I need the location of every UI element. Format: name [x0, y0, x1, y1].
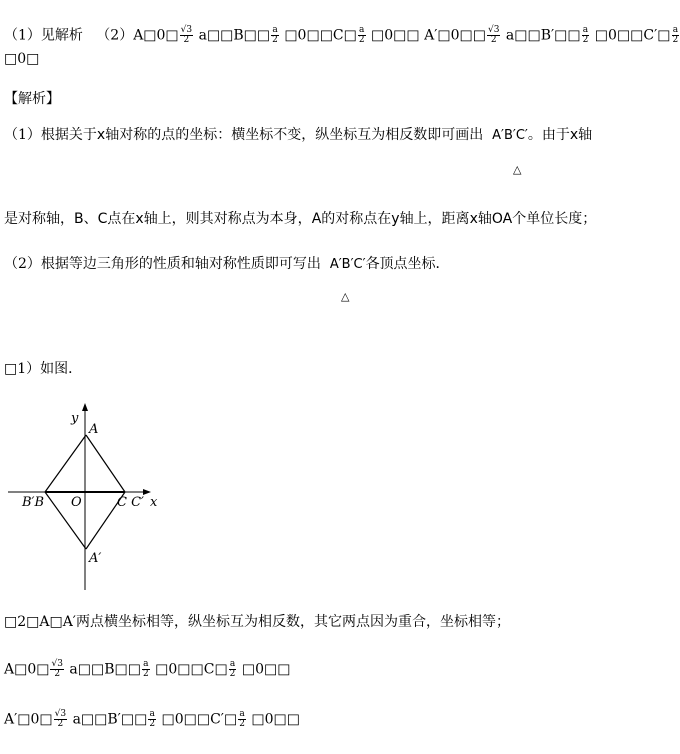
y-axis-arrow: [82, 403, 88, 411]
solution-step-2: □2□A□A′两点横坐标相等，纵坐标互为相反数，其它两点因为重合，坐标相等；: [4, 614, 510, 630]
coordinates-abc: A□0□ $\frac{√3}{2}$ a□□B□□ $\frac{a}{2}$ □0□□C□ $\frac{a}{2}$ □0□□: [4, 659, 291, 679]
analysis-para-2: （2）根据等边三角形的性质和轴对称性质即可写出 A′B′C′各顶点坐标．: [4, 256, 450, 272]
fraction-a-over-2: $\frac{a}{2}$: [358, 25, 365, 45]
analysis-para-1: （1）根据关于x轴对称的点的坐标：横坐标不变，纵坐标互为相反数即可画出 A′B′C′。由于x轴: [4, 127, 593, 143]
answer-line-1: （1）见解析 （2）A□0□ $\frac{√3}{2}$ a□□B□□ $\frac{a}{2}$ □0□□C□ $\frac{a}{2}$ □0□□ A′□0□□ $\frac{√3}{2}$ a□□B′□□ $\frac{a}{2}$ □0□□C′□ $\frac{a}{2}$: [4, 25, 679, 45]
coordinate-figure: [0, 400, 180, 600]
analysis-heading: 【解析】: [4, 91, 60, 107]
label-x: x: [150, 495, 158, 510]
fraction-sqrt3-over-2: $\frac{√3}{2}$: [51, 659, 63, 679]
segment-AB: [45, 435, 86, 492]
solution-step-1: □1）如图．: [4, 361, 83, 377]
fraction-a-over-2: $\frac{a}{2}$: [672, 25, 679, 45]
fraction-a-over-2: $\frac{a}{2}$: [582, 25, 589, 45]
triangle-symbol: △: [341, 290, 350, 303]
coordinates-abc-prime: A′□0□ $\frac{√3}{2}$ a□□B′□□ $\frac{a}{2}$ □0□□C′□ $\frac{a}{2}$ □0□□: [4, 709, 300, 729]
answer-part1: （1）见解析: [4, 27, 83, 44]
analysis-para-1-cont: 是对称轴，B、C点在x轴上，则其对称点为本身，A的对称点在y轴上，距离x轴OA个单位长度；: [4, 211, 597, 227]
segment-AC: [86, 435, 125, 492]
label-O: O: [71, 495, 82, 510]
fraction-sqrt3-over-2: $\frac{√3}{2}$: [180, 25, 193, 45]
fraction-a-over-2: $\frac{a}{2}$: [142, 659, 149, 679]
triangle-symbol: △: [513, 163, 522, 176]
triangle-abc-label: A′B′C′: [329, 257, 366, 272]
fraction-a-over-2: $\frac{a}{2}$: [239, 709, 245, 729]
fraction-a-over-2: $\frac{a}{2}$: [229, 659, 236, 679]
label-BB: B′B: [22, 495, 45, 510]
label-CC: C C′: [117, 495, 144, 510]
label-A: A: [89, 422, 99, 437]
label-y: y: [71, 411, 79, 426]
fraction-a-over-2: $\frac{a}{2}$: [272, 25, 278, 45]
label-Aprime: A′: [89, 551, 102, 566]
answer-part2-start: （2）A□0□: [96, 27, 179, 44]
fraction-sqrt3-over-2: $\frac{√3}{2}$: [54, 709, 67, 729]
triangle-abc-label: A′B′C′: [492, 128, 528, 143]
fraction-a-over-2: $\frac{a}{2}$: [149, 709, 156, 729]
answer-line-2: □0□: [4, 51, 40, 67]
fraction-sqrt3-over-2: $\frac{√3}{2}$: [487, 25, 500, 45]
